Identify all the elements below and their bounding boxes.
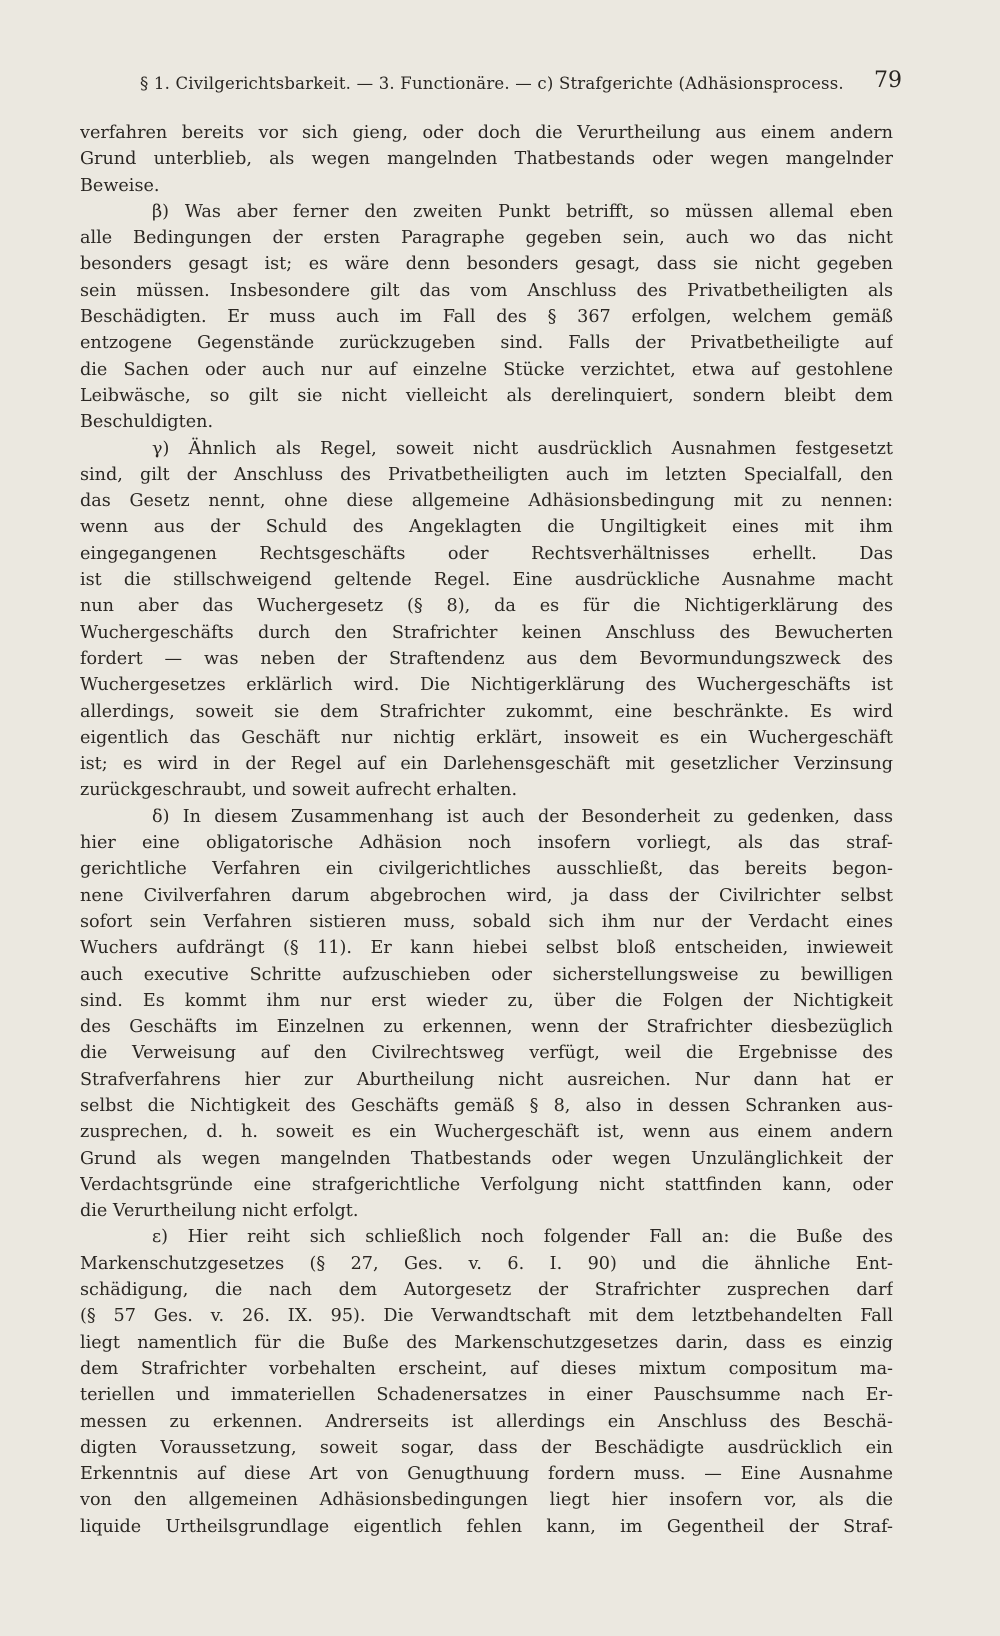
text-line: Beschuldigten. [80, 412, 214, 433]
header-title: § 1. Civilgerichtsbarkeit. — 3. Functionäre. — c) Strafgerichte (Adhäsionsprocess. [140, 74, 844, 93]
text-line: besonders gesagt ist; es wäre denn besonders gesagt, dass sie nicht gegeben [80, 254, 893, 275]
text-line: Markenschutzgesetzes (§ 27, Ges. v. 6. I. 90) und die ähnliche Ent- [80, 1253, 893, 1274]
text-line: (§ 57 Ges. v. 26. IX. 95). Die Verwandtschaft mit dem letztbehandelten Fall [80, 1306, 893, 1327]
text-line: Strafverfahrens hier zur Aburtheilung nicht ausreichen. Nur dann hat er [80, 1069, 893, 1090]
text-line: teriellen und immateriellen Schadenersatzes in einer Pauschsumme nach Er- [80, 1385, 893, 1406]
text-line: ε) Hier reiht sich schließlich noch folgender Fall an: die Buße des [152, 1227, 893, 1248]
text-line: entzogene Gegenstände zurückzugeben sind. Falls der Privatbetheiligte auf [80, 333, 893, 354]
text-line: das Gesetz nennt, ohne diese allgemeine Adhäsionsbedingung mit zu nennen: [80, 491, 893, 512]
text-line: eigentlich das Geschäft nur nichtig erklärt, insoweit es ein Wuchergeschäft [80, 727, 893, 748]
text-line: Leibwäsche, so gilt sie nicht vielleicht als derelinquiert, sondern bleibt dem [80, 385, 893, 406]
text-line: dem Strafrichter vorbehalten erscheint, auf dieses mixtum compositum ma- [80, 1358, 893, 1379]
text-line: Grund unterblieb, als wegen mangelnden Thatbestands oder wegen mangelnder [80, 149, 893, 170]
text-line: β) Was aber ferner den zweiten Punkt betrifft, so müssen allemal eben [152, 201, 893, 222]
text-line: eingegangenen Rechtsgeschäfts oder Rechtsverhältnisses erhellt. Das [80, 543, 893, 564]
text-line: von den allgemeinen Adhäsionsbedingungen liegt hier insofern vor, als die [80, 1490, 893, 1511]
text-line: schädigung, die nach dem Autorgesetz der Strafrichter zusprechen darf [80, 1280, 893, 1301]
text-line: wenn aus der Schuld des Angeklagten die Ungiltigkeit eines mit ihm [80, 517, 893, 538]
text-line: auch executive Schritte aufzuschieben oder sicherstellungsweise zu bewilligen [80, 964, 893, 985]
text-line: digten Voraussetzung, soweit sogar, dass der Beschädigte ausdrücklich ein [80, 1437, 893, 1458]
text-line: Wuchergesetzes erklärlich wird. Die Nichtigerklärung des Wuchergeschäfts ist [80, 675, 893, 696]
text-line: sind, gilt der Anschluss des Privatbetheiligten auch im letzten Specialfall, den [80, 464, 893, 485]
text-line: hier eine obligatorische Adhäsion noch insofern vorliegt, als das straf- [80, 833, 893, 854]
text-line: fordert — was neben der Straftendenz aus dem Bevormundungszweck des [80, 648, 893, 669]
text-line: die Sachen oder auch nur auf einzelne Stücke verzichtet, etwa auf gestohlene [80, 359, 893, 380]
page-number: 79 [874, 68, 902, 93]
text-line: allerdings, soweit sie dem Strafrichter zukommt, eine beschränkte. Es wird [80, 701, 893, 722]
text-line: messen zu erkennen. Andrerseits ist allerdings ein Anschluss des Beschä- [80, 1411, 893, 1432]
text-line: die Verurtheilung nicht erfolgt. [80, 1201, 359, 1222]
text-line: Beschädigten. Er muss auch im Fall des § 367 erfolgen, welchem gemäß [80, 307, 893, 328]
text-line: zusprechen, d. h. soweit es ein Wuchergeschäft ist, wenn aus einem andern [80, 1122, 893, 1143]
text-line: Erkenntnis auf diese Art von Genugthuung fordern muss. — Eine Ausnahme [80, 1464, 893, 1485]
text-line: Beweise. [80, 175, 160, 196]
text-line: liquide Urtheilsgrundlage eigentlich fehlen kann, im Gegentheil der Straf- [80, 1516, 893, 1537]
running-header [140, 68, 902, 102]
text-line: ist; es wird in der Regel auf ein Darlehensgeschäft mit gesetzlicher Verzinsung [80, 754, 893, 775]
text-line: selbst die Nichtigkeit des Geschäfts gemäß § 8, also in dessen Schranken aus- [80, 1095, 893, 1116]
text-line: δ) In diesem Zusammenhang ist auch der Besonderheit zu gedenken, dass [152, 806, 893, 827]
text-line: die Verweisung auf den Civilrechtsweg verfügt, weil die Ergebnisse des [80, 1043, 893, 1064]
text-line: γ) Ähnlich als Regel, soweit nicht ausdrücklich Ausnahmen festgesetzt [152, 438, 893, 459]
text-line: alle Bedingungen der ersten Paragraphe gegeben sein, auch wo das nicht [80, 228, 893, 249]
text-line: Wuchers aufdrängt (§ 11). Er kann hiebei selbst bloß entscheiden, inwieweit [80, 938, 893, 959]
text-line: gerichtliche Verfahren ein civilgerichtliches ausschließt, das bereits begon- [80, 859, 893, 880]
text-line: sein müssen. Insbesondere gilt das vom Anschluss des Privatbetheiligten als [80, 280, 893, 301]
text-line: liegt namentlich für die Buße des Markenschutzgesetzes darin, dass es einzig [80, 1332, 893, 1353]
text-line: zurückgeschraubt, und soweit aufrecht erhalten. [80, 780, 518, 801]
text-line: sind. Es kommt ihm nur erst wieder zu, über die Folgen der Nichtigkeit [80, 990, 893, 1011]
text-line: des Geschäfts im Einzelnen zu erkennen, wenn der Strafrichter diesbezüglich [80, 1017, 893, 1038]
text-line: sofort sein Verfahren sistieren muss, sobald sich ihm nur der Verdacht eines [80, 911, 893, 932]
body-text [80, 120, 893, 1540]
text-line: Grund als wegen mangelnden Thatbestands oder wegen Unzulänglichkeit der [80, 1148, 893, 1169]
text-line: Wuchergeschäfts durch den Strafrichter keinen Anschluss des Bewucherten [80, 622, 893, 643]
text-line: Verdachtsgründe eine strafgerichtliche Verfolgung nicht stattfinden kann, oder [80, 1174, 893, 1195]
text-line: nene Civilverfahren darum abgebrochen wird, ja dass der Civilrichter selbst [80, 885, 893, 906]
text-line: ist die stillschweigend geltende Regel. Eine ausdrückliche Ausnahme macht [80, 570, 893, 591]
text-line: nun aber das Wuchergesetz (§ 8), da es für die Nichtigerklärung des [80, 596, 893, 617]
text-line: verfahren bereits vor sich gieng, oder doch die Verurtheilung aus einem andern [80, 123, 893, 143]
